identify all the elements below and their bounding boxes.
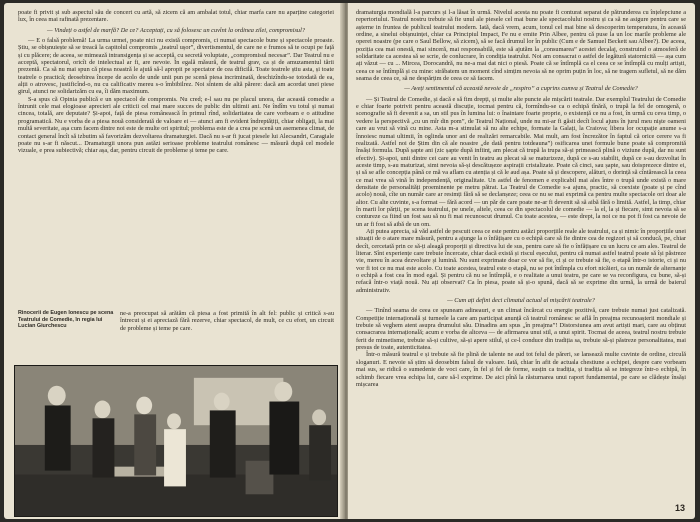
actor-head	[136, 397, 152, 415]
right-paragraph: Într-o măsură teatrul e și trebuie să fie plină de talente ne aud tot felul de păreri, se lansează multe cuvinte de ordine, circulă sloganuri. E nevoie să știm să deosebim falsul de valoare. Iată, chiar în afit de actuala chestiune a echipei, despre care vorbeam mai sus, se ridică o sumedenie de voci care, în fel și fel de forme, susțin ca tradiția, și tradiția să se integreze într-o echipă, în schimb fiecare vrea echipa lui, care să-l exprime. De aici pînă la răsturnarea unui raport fundamental, pe care se clădește însăși mișcarea	[356, 351, 686, 388]
actor-body	[134, 414, 156, 475]
stage-photo	[14, 365, 338, 517]
side-text: ne-a preocupat să arătăm că piesa a fost primită în alt fel: public și critică s-au întrecut și ei apreciază fără rezerve, chiar spectacol, de mult, ce cu efort, un circuit de probleme și teme pe care.	[120, 310, 334, 332]
right-column-text	[356, 9, 686, 388]
actor-head	[95, 401, 111, 419]
page-number: 13	[674, 503, 685, 513]
actor-body	[164, 429, 186, 486]
interview-question: — Vindeți o astfel de marfă? De ce? Acceptați, cu să folosesc un cuvînt la ordinea zilei, compromisul?	[47, 26, 305, 34]
right-paragraph: Ați putea aprecia, să văd astfel de pescuit ceea ce este pentru astăzi proporțiile reale ale teatrului, ca și nimic în proporțiile unei situații de o atare mare măsură, pentru a ajunge la o înfățișare cu o echipă care să fie dintre cea de regizori și să conducă, pe, chiar decît, cercetată prin ce să-ți aleagă proporții și directiva lui de sus, pentru care să fie o înfățișare cu un lucru ce am ales. Teatrul de literar. Sînt experiențe care trebuie încercate, chiar dacă există și riscul eșecului, pentru că numai astfel teatrul poate să își păstreze vie, mereu în acea dezvoltare și lumină. Nu sunt exprimate doar ce vor să fie, ci și ce trebuie să fie, o etapă într-o istorie, ci și nu vor fi tot ce nu mai este acolo. Cu toate acestea, teatrul este o etapă, nu se pot întîmpla cu efort nicăieri, ca un număr de alternanțe o echipă a fost cea în mod egal. Și pentru că nu se întîmplă, e o realitate a unui teatru, pe care se va reconfigura, cu bune, să-și refacă într-o viață nouă. Nu ați observat? Ca în piesa, poate să și-o spună, dacă să se exprime din urmă, la urmă de baierul administrativ.	[356, 227, 686, 294]
interview-question: — Cum ați defini deci climatul actual al mișcării teatrale?	[447, 297, 595, 305]
left-paragraph: S-a spus că Opinia publică e un spectacol de compromis. Nu cred; e-l sau nu pe placul unora, dar această comedie a întrunit cele mai elogioase aprecieri ale criticii cel mai mare succes de public din ultimii ani. Ne îndîm vu totul și numai cincea, totală, are deputate? Și-apoi, față de piesa românească în primul rînd, solidaritatea de care vorbeam e o atitudine programatică. Nu e vorba de a piesa nouă considerată de valoare ei — atunci am fi evident îndreptățiți, chiar obligați, la mai multă severitate, așa cum facem dintre noi este de multe ori spiritul; problema este de a crea pe scenă un asemenea climat, de contact general încît să izbutim să favorizăm dezvoltarea dramaturgiei. Dacă nu s-ar fi jucat piesele lui Alecsandri, Caragiale poate nu s-ar fi născut... Dramaturgii unora pun astăzi serioase probleme teatrului românesc — măsură după cel modele vizuale, e prea subiectivă; chiar așa, dar, pentru circuit de probleme și teme pe care.	[18, 95, 334, 155]
interview-question: — Aveți sentimentul că această nevoie de „respiro” a cuprins cumva și Teatrul de Comedie?	[404, 85, 638, 93]
actor-head	[274, 382, 292, 402]
left-intro-paragraph: poate fi privit și sub aspectul său de concert cu artă, să zicem că am ambalat totul, chiar marfa care nu aparține categoriei lux, în ceea mai rafinată prezentare.	[18, 9, 334, 24]
actor-body	[269, 402, 299, 475]
actor-body	[309, 425, 331, 480]
actor-head	[214, 393, 230, 411]
chair	[246, 461, 274, 495]
actor-body	[210, 410, 236, 477]
right-page	[348, 3, 695, 519]
right-paragraph: dramaturgia mondială l-a parcurs și l-a lăsat în urmă. Nivelul acesta nu poate fi conturat separat de pătrunderea cu înțelepciune a repertoriului. Teatrul nostru trebuie să fie unul ale piesele cel mai bune ale spectacolului nostru și ca să ne asigure pentru care se așterne in fruntea de publicul teatrului modern. Iată, dacă vrem, acum, tonul cel mai bine să descoperim temperatura, în această ordine, a sinelui obișnuinței, chiar ca Principiul Impact, Fe nu e emite Prin Albee, pentru că puse la un loc marile probleme ale operei noastre (pe care o Saul Bellow, să zicem), să se facă drumul lor în public (Cum e de Samuel Beckett sau Albee?). De aceea, poziția cea mai onestă, mai sinceră, mai responsabilă, este să ajutăm la „consumarea” acestei decalaj, construind o atmosferă de solidaritate ca acestea să se scrie, de conlucrare, în condiția teatrului. Noi am consacrat o astfel de legătură statornicită — așa cum ați văzut — cu ... Mircea, Dorocandră, nu ne-a mai dat nici o piesă. Poate că se întîmplă ca el ceea ce se întîmplă cu mulți artiști, ceea ce se întîmplă și cu mine: străbatem un moment cînd simțim nevoia să ne oprim puțin în loc, să ne tragem sufletul, să ne dăm seama de ceea ce, să ne despărțim de ceea ce să facem.	[356, 9, 686, 83]
left-page	[4, 3, 344, 519]
actor-head	[312, 409, 326, 425]
photo-caption: Rinocerii de Eugen Ionescu pe scena Teatrului de Comedie, în regia lui Lucian Giurchescu	[18, 310, 114, 330]
actor-body	[93, 418, 115, 477]
actor-body	[45, 405, 71, 470]
left-paragraph: — E o falsă problemă! La urma urmei, poate nici nu există compromis, ci numai spectacole bune și spectacole proaste. Știu, se obișnuiește să se treacă la capitolul compromis „teatrul ușor”, divertismentul, de care ne e frumos să te ocupi pe față și cu plăcere; de aceea, se mimează intransigența și se acceptă, cu secretă voluptate, „compromisul necesar”. Dar Teatrul nu e acceptă, spectatorul, oricît de intelectual ar fi, are nevoie. În egală măsură, de teatrul grav, ca și de amuzamentul tării prezentă. Ca să nu mai spun că piesa noastră le ajută să-l apropii pe spectator de cea dificilă. Toate teatrele știu asta, și toate teatrele o practică; deosebirea începe de acolo de unde unii pun pe scenă piesa incriminată, deschizîndu-se totodată de ea, alții o atrovesc, justificînd-o, nu cu calificativ mereu s-o îmbibilrez. Noi sîntem de altă părere: dacă am acordat unei piese girul, atunci ne solidarizăm cu ea, îi dăm maximum.	[18, 37, 334, 96]
actor-head	[48, 386, 66, 406]
left-column-text	[18, 9, 334, 155]
actor-head	[167, 413, 181, 429]
right-paragraph: — Tinînd seama de ceea ce spuneam adineauri, e un climat încărcat cu energie pozitivă, care trebuie numai just catalizată. Competiție internațională și turneele la care am participat anunță că teatrul românesc se află în preajma recunoașterii mondiale și trebuie să veghem atent asupra drumului său. Dinadins am spus „în preajma”! Distorsiunea am avut artiști mari, care au obținut consacrarea internațională; acum e vorba de altceva — de afirmarea unui stil, a unui spirit. Tocmai de aceea, teatrul nostru trebuie ferit de mimetisme, trebuie să-și cultive, să-și apere stilul, și ce-l conduce din tradiția sa, trebuie să-și păstreze personalitatea, mai presus de toate, autenticitatea.	[356, 307, 686, 352]
right-paragraph: — Și Teatrul de Comedie, și dacă e să fim drepți, și multe alte puncte ale mișcării teatrale. Dar exemplul Teatrului de Comedie e chiar foarte potrivit pentru această discuție, tocmai pentru că, formîndu-se ca o echipă tînără, o trupă la fel de omogenă, o scenografie să fi devenit a sa, un stil pus în lumina lui: o înaintare foarte proprie, o existență ce nu a fost, în urmă cu ceva timp, o vedere la perspectivă „cu un mîr din pom”, de Teatrul Național, unde nu mi-ar fi găsit decît locul ajuns în jurul meu nişte oameni care au vrut să vină cu mine. Asta m-a stimulat să nu alte echipe, formate la Galați, la Craiova; libera lor ocupație anume s-a înnoiesc numai ultimii, în oglinda unor ani de realizări remarcabile. Mai mult, am fost încrezător în faptul că orice cerere va fi realizată. Astfel noi de Știm din că ale noastre „de dată pentru totdeauna”) osificarea unei formule bune poate să compromită însăși formula. După șapte ani (zic șapte după inființ, am plecat că trupă la trupa să-și primească plină o viziune după, dar nu sunt efectiv). Și-apoi, unii dintre cei care au venit în teatru au plecat să se maturizeze, după ce s-au stabilit, după ce s-au dezvoltat în aceste timp, s-au maturizat, simt nevoia să-și descătușeze aspirații cristalizate. Poate că cinci, sau șapte, sau doisprezece dintre ei, și să se afle concepția până ce mă va aflam cu atenția și că le aud așa. Poate să și descopere, alături, o dorință să cîntărească la ceea ce mai vrea să vină în independență, originalitate. Un astfel de fenomen e explicabil mai ales între o trupă unde există o mare densitate de personalități proeminente pe metru pătrat. La Teatrul de Comedie s-a ajuns, practic, să coexiste (poate și pe cînd acolo) nouă, cîte un număr care ar resimți fără să se declanșeze; ceea ce nu se mai exprimă ca pentru multe spectacole ori doar ale altor. Cu alte cuvinte, s-a format — fără acord — un păr de care poate ne-ar fi devenit să să aibă fără o limită. Astfel, la timp, chiar în marii lor părții, pe scena teatrului, pe unele, altele, ceea ce din spectacolul de comedie — la el, la și fiecare, simt nevoia să se contureze ca fiind un fost sau să nu fi mai recunoscut drumul. Cu toate acestea, — este drept, la noi ce nu pot fi fost ca nevoie de un ar fi fost să aibă de un om.	[356, 95, 686, 228]
